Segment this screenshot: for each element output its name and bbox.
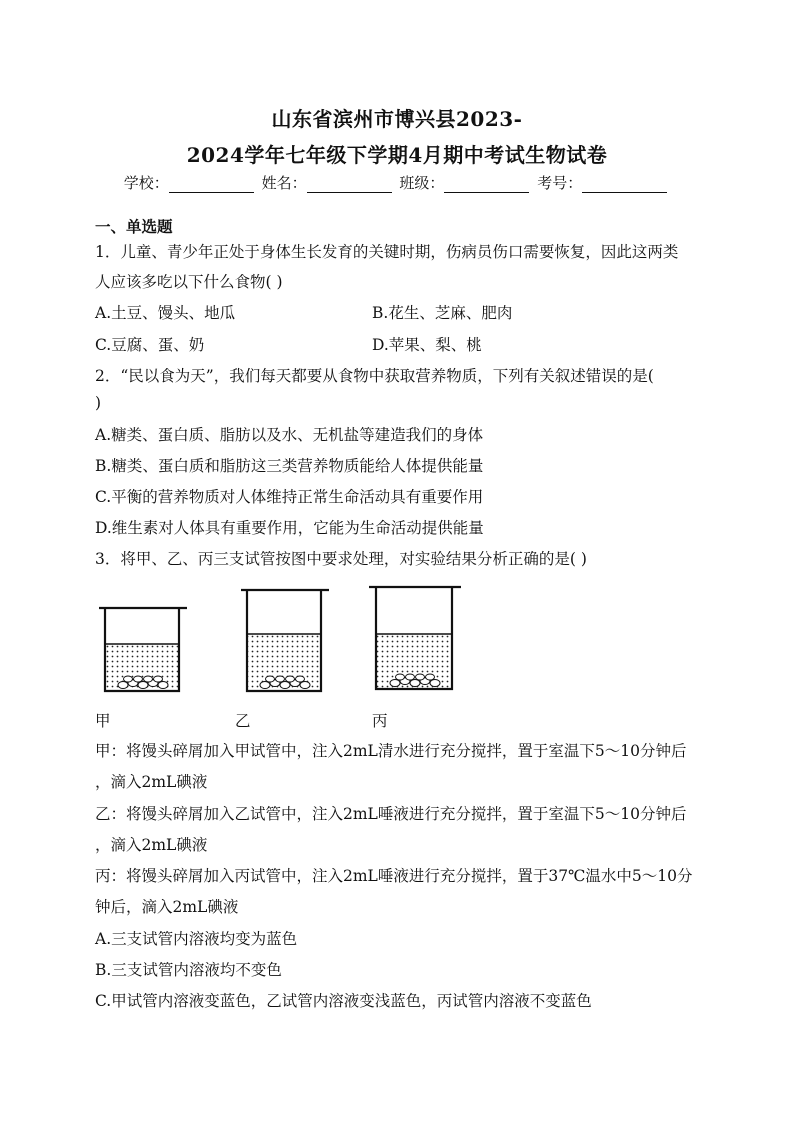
school-blank[interactable] <box>169 178 254 193</box>
beaker-bing-icon <box>369 587 461 689</box>
number-blank[interactable] <box>582 178 667 193</box>
q1-option-c[interactable]: C.豆腐、蛋、奶 <box>95 336 205 354</box>
beaker-label-jia: 甲 <box>95 712 111 730</box>
q1-stem-line2: 人应该多吃以下什么食物( ) <box>95 273 283 291</box>
q3-jia-line1: 甲：将馒头碎屑加入甲试管中，注入2mL清水进行充分搅拌，置于室温下5～10分钟后 <box>95 742 687 760</box>
beaker-figure <box>95 584 495 734</box>
q3-option-a[interactable]: A.三支试管内溶液均变为蓝色 <box>95 930 298 948</box>
exam-title-line2: 2024学年七年级下学期4月期中考试生物试卷 <box>186 143 608 167</box>
student-info-row <box>0 172 794 193</box>
q2-option-a[interactable]: A.糖类、蛋白质、脂肪以及水、无机盐等建造我们的身体 <box>95 426 484 444</box>
number-label: 考号： <box>537 174 583 192</box>
q1-option-a[interactable]: A.土豆、馒头、地瓜 <box>95 304 236 322</box>
beaker-yi-icon <box>241 590 329 691</box>
q2-option-d[interactable]: D.维生素对人体具有重要作用，它能为生命活动提供能量 <box>95 519 484 537</box>
q3-jia-line2: ，滴入2mL碘液 <box>95 773 208 791</box>
beaker-label-bing: 丙 <box>372 712 388 730</box>
exam-title-line1: 山东省滨州市博兴县2023- <box>271 107 523 131</box>
q2-option-b[interactable]: B.糖类、蛋白质和脂肪这三类营养物质能给人体提供能量 <box>95 457 484 475</box>
beaker-label-yi: 乙 <box>235 712 251 730</box>
q1-stem-line1: 1．儿童、青少年正处于身体生长发育的关键时期，伤病员伤口需要恢复，因此这两类 <box>95 243 679 261</box>
q1-option-d[interactable]: D.苹果、梨、桃 <box>372 336 482 354</box>
name-blank[interactable] <box>307 178 392 193</box>
q3-option-b[interactable]: B.三支试管内溶液均不变色 <box>95 961 282 979</box>
q3-bing-line1: 丙：将馒头碎屑加入丙试管中，注入2mL唾液进行充分搅拌，置于37℃温水中5～10分 <box>95 867 693 885</box>
q1-option-b[interactable]: B.花生、芝麻、肥肉 <box>372 304 513 322</box>
class-label: 班级： <box>399 174 445 192</box>
q2-option-c[interactable]: C.平衡的营养物质对人体维持正常生命活动具有重要作用 <box>95 488 484 506</box>
q3-stem: 3．将甲、乙、丙三支试管按图中要求处理，对实验结果分析正确的是( ) <box>95 550 587 568</box>
name-label: 姓名： <box>261 174 307 192</box>
q3-bing-line2: 钟后，滴入2mL碘液 <box>95 898 239 916</box>
q3-yi-line1: 乙：将馒头碎屑加入乙试管中，注入2mL唾液进行充分搅拌，置于室温下5～10分钟后 <box>95 805 687 823</box>
q3-yi-line2: ，滴入2mL碘液 <box>95 836 208 854</box>
school-label: 学校： <box>123 174 169 192</box>
class-blank[interactable] <box>444 178 529 193</box>
q2-stem-line1: 2．“民以食为天”，我们每天都要从食物中获取营养物质，下列有关叙述错误的是( <box>95 367 654 385</box>
beaker-jia-icon <box>99 608 187 691</box>
q3-option-c[interactable]: C.甲试管内溶液变蓝色，乙试管内溶液变浅蓝色，丙试管内溶液不变蓝色 <box>95 992 592 1010</box>
q2-stem-line2: ) <box>95 394 102 412</box>
section-heading: 一、单选题 <box>95 217 173 236</box>
